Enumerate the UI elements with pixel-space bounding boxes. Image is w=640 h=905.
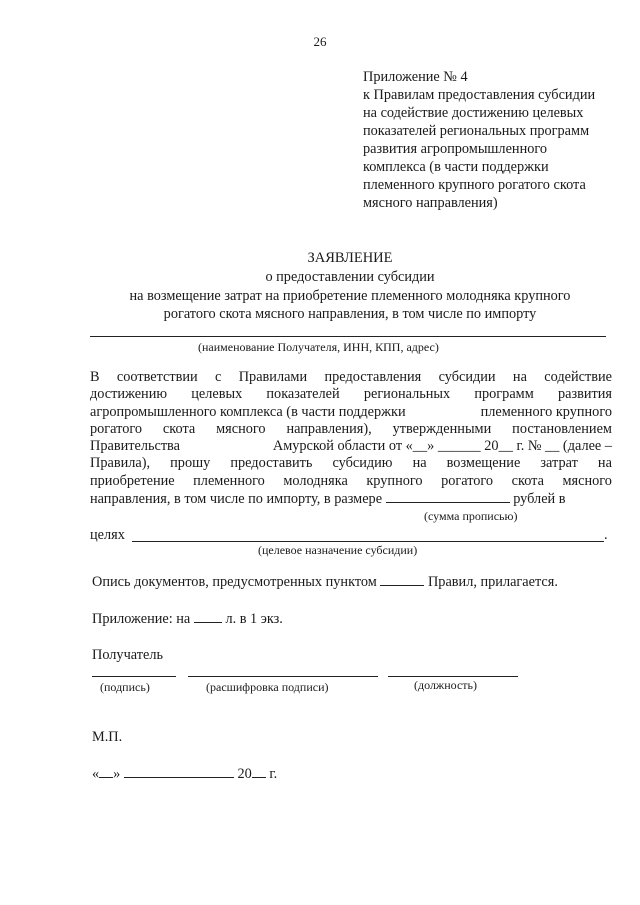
sheet-count-field[interactable] [194, 610, 222, 623]
subtitle-line: о предоставлении субсидии [265, 269, 435, 285]
appendix-line: мясного направления) [363, 195, 498, 211]
body-paragraph [90, 369, 612, 508]
body-line: рогатого скота мясного направления), утвержденными постановлением [90, 420, 612, 437]
appendix-block [363, 68, 595, 212]
stamp-label: М.П. [92, 729, 123, 745]
month-field[interactable] [124, 765, 234, 778]
sum-caption: (сумма прописью) [424, 509, 518, 523]
signature-field-line[interactable] [92, 676, 176, 677]
purpose-label: целях [90, 527, 125, 543]
body-line: достижению целевых показателей региональных программ развития [90, 386, 612, 403]
body-line: Правительства Амурской области от «__» ______ 20__ г. № __ (далее – [90, 438, 612, 455]
appendix-line: племенного крупного рогатого скота [363, 177, 586, 193]
appendix-line: развития агропромышленного [363, 141, 548, 157]
subtitle-line: на возмещение затрат на приобретение племенного молодняка крупного [129, 288, 571, 304]
appendix-line: показателей региональных программ [363, 123, 590, 139]
recipient-caption: (наименование Получателя, ИНН, КПП, адрес) [198, 340, 439, 354]
clause-number-field[interactable] [380, 573, 424, 586]
body-line: приобретение племенного молодняка крупного рогатого скота мясного [90, 472, 612, 489]
document-title: ЗАЯВЛЕНИЕ [307, 250, 393, 266]
appendix-line: комплекса (в части поддержки [363, 159, 549, 175]
position-field-line[interactable] [388, 676, 518, 677]
signature-transcript-caption: (расшифровка подписи) [206, 680, 329, 694]
body-line: В соответствии с Правилами предоставления субсидии на содействие [90, 369, 612, 385]
page-number: 26 [313, 34, 327, 49]
signature-caption: (подпись) [100, 680, 150, 694]
position-caption: (должность) [414, 678, 477, 692]
inventory-line: Опись документов, предусмотренных пунктом Правил, прилагается. [92, 574, 558, 590]
recipient-label: Получатель [92, 647, 163, 663]
appendix-line: на содействие достижению целевых [363, 105, 584, 121]
appendix-line: к Правилам предоставления субсидии [363, 87, 596, 103]
appendix-line: Приложение № 4 [363, 69, 468, 85]
purpose-field-line[interactable] [132, 541, 604, 542]
subtitle-line: рогатого скота мясного направления, в том числе по импорту [163, 306, 537, 322]
signature-transcript-field-line[interactable] [188, 676, 378, 677]
body-line: Правила), прошу предоставить субсидию на возмещение затрат на [90, 455, 612, 472]
recipient-field-line[interactable] [90, 336, 606, 337]
purpose-end: . [604, 527, 608, 543]
sum-field[interactable] [386, 490, 510, 503]
year-field[interactable] [252, 765, 266, 778]
attachment-line: Приложение: на л. в 1 экз. [92, 611, 283, 627]
body-line: агропромышленного комплекса (в части поддержки племенного крупного [90, 403, 612, 420]
day-field[interactable] [99, 765, 113, 778]
date-line: « » 20 г. [92, 766, 278, 782]
purpose-caption: (целевое назначение субсидии) [258, 543, 418, 557]
body-line: направления, в том числе по импорту, в размере рублей в [90, 491, 566, 508]
